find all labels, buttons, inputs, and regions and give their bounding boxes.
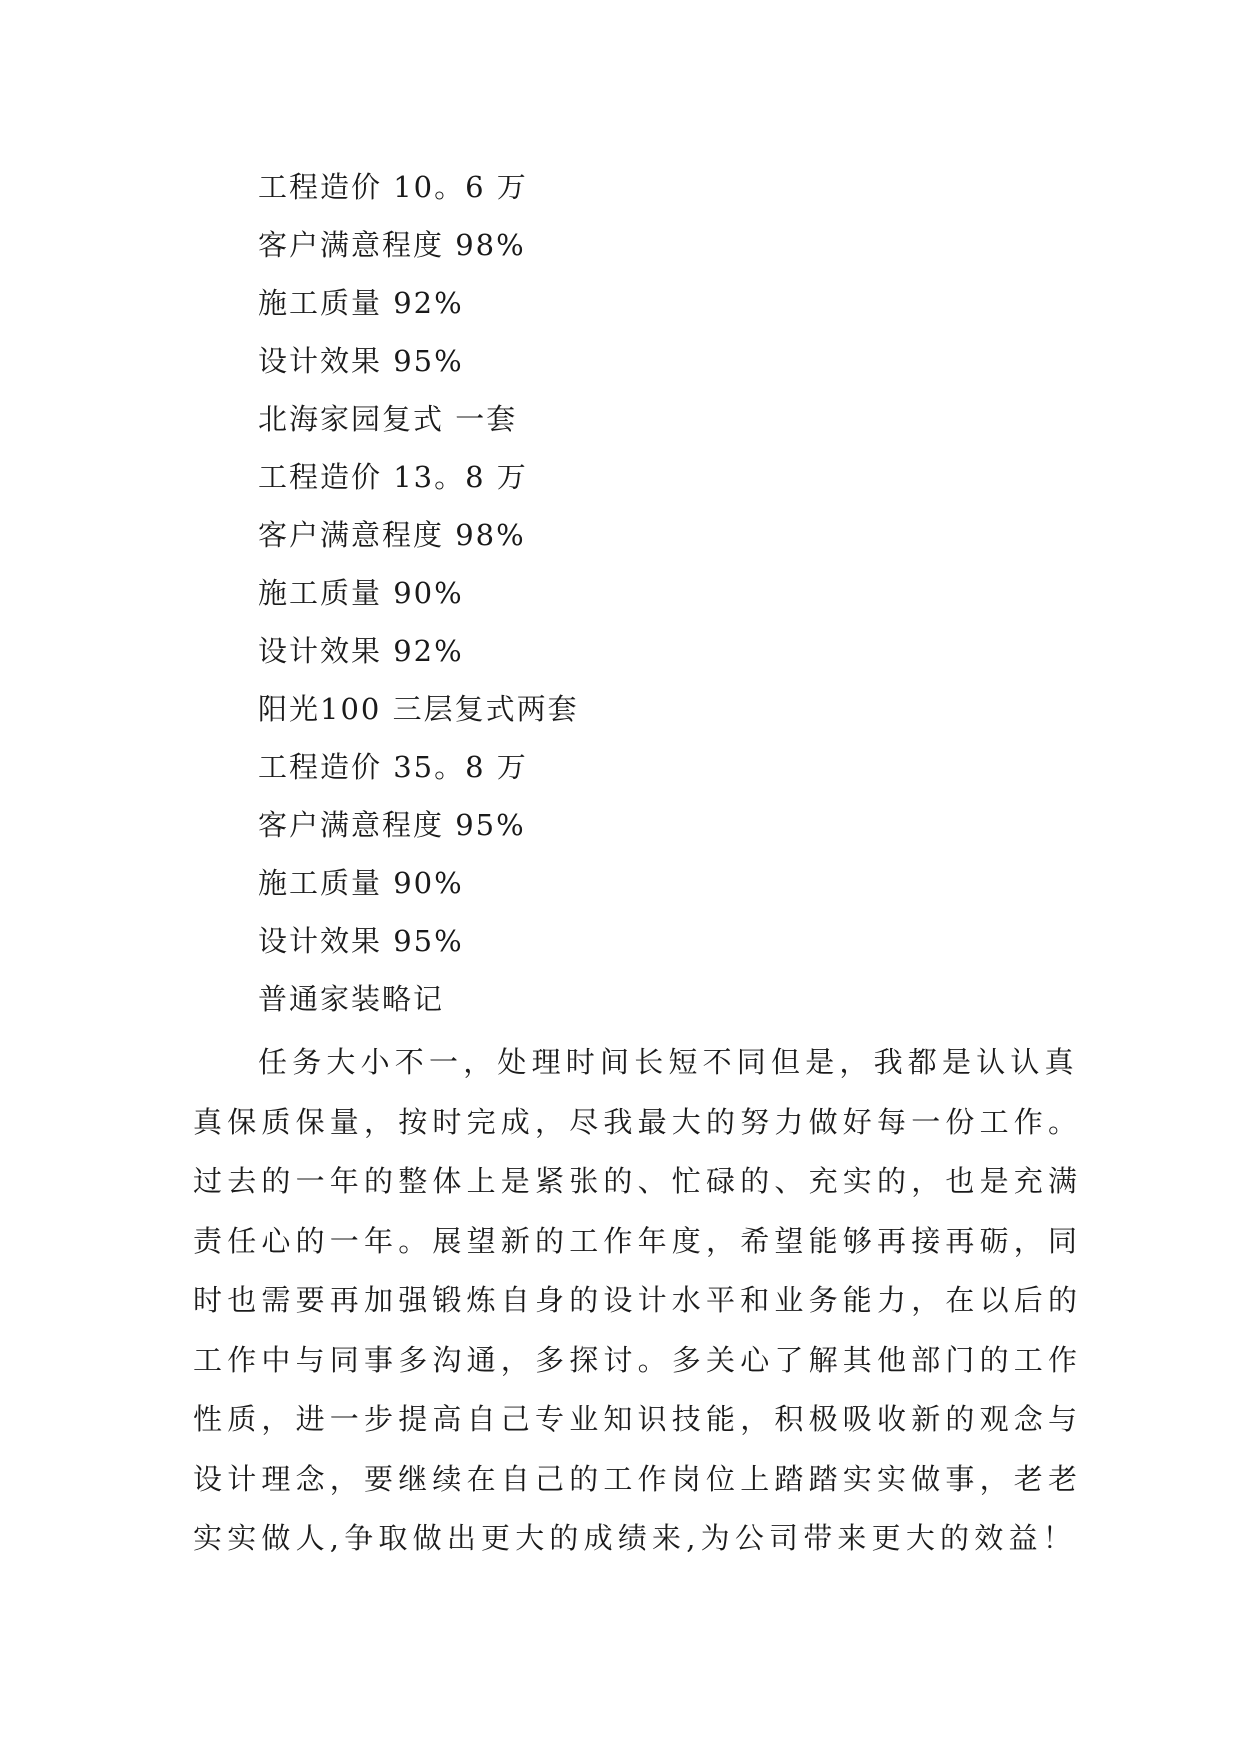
- summary-paragraph: [193, 1033, 1082, 1569]
- paragraph-line: 实实做人,争取做出更大的成绩来,为公司带来更大的效益！: [193, 1521, 1077, 1555]
- list-line: 客户满意程度 98%: [258, 518, 526, 552]
- paragraph-line: 任务大小不一，处理时间长短不同但是，我都是认认真: [258, 1045, 1079, 1079]
- paragraph-line: 时也需要再加强锻炼自身的设计水平和业务能力，在以后的: [193, 1283, 1083, 1317]
- list-line: 施工质量 90%: [258, 866, 464, 900]
- list-line: 客户满意程度 98%: [258, 228, 526, 262]
- list-line: 施工质量 90%: [258, 576, 464, 610]
- list-line: 施工质量 92%: [258, 286, 464, 320]
- paragraph-line: 责任心的一年。展望新的工作年度，希望能够再接再砺，同: [193, 1223, 1083, 1258]
- list-line: 客户满意程度 95%: [258, 808, 526, 842]
- list-line: 普通家装略记: [258, 982, 445, 1016]
- list-line: 北海家园复式 一套: [258, 402, 518, 436]
- list-line: 工程造价 35。8 万: [258, 750, 528, 784]
- list-line: 设计效果 95%: [258, 344, 464, 378]
- paragraph-line: 性质，进一步提高自己专业知识技能，积极吸收新的观念与: [193, 1402, 1083, 1436]
- list-line: 设计效果 95%: [258, 924, 464, 958]
- paragraph-line: 设计理念，要继续在自己的工作岗位上踏踏实实做事，老老: [193, 1461, 1083, 1496]
- list-line: 工程造价 10。6 万: [258, 170, 528, 204]
- paragraph-line: 真保质保量，按时完成，尽我最大的努力做好每一份工作。: [193, 1104, 1083, 1139]
- list-line: 工程造价 13。8 万: [258, 460, 528, 494]
- list-line: 阳光100 三层复式两套: [258, 692, 579, 726]
- list-line: 设计效果 92%: [258, 634, 464, 668]
- paragraph-line: 工作中与同事多沟通，多探讨。多关心了解其他部门的工作: [193, 1342, 1083, 1377]
- paragraph-line: 过去的一年的整体上是紧张的、忙碌的、充实的，也是充满: [193, 1164, 1083, 1198]
- project-stats-list: [258, 158, 579, 1028]
